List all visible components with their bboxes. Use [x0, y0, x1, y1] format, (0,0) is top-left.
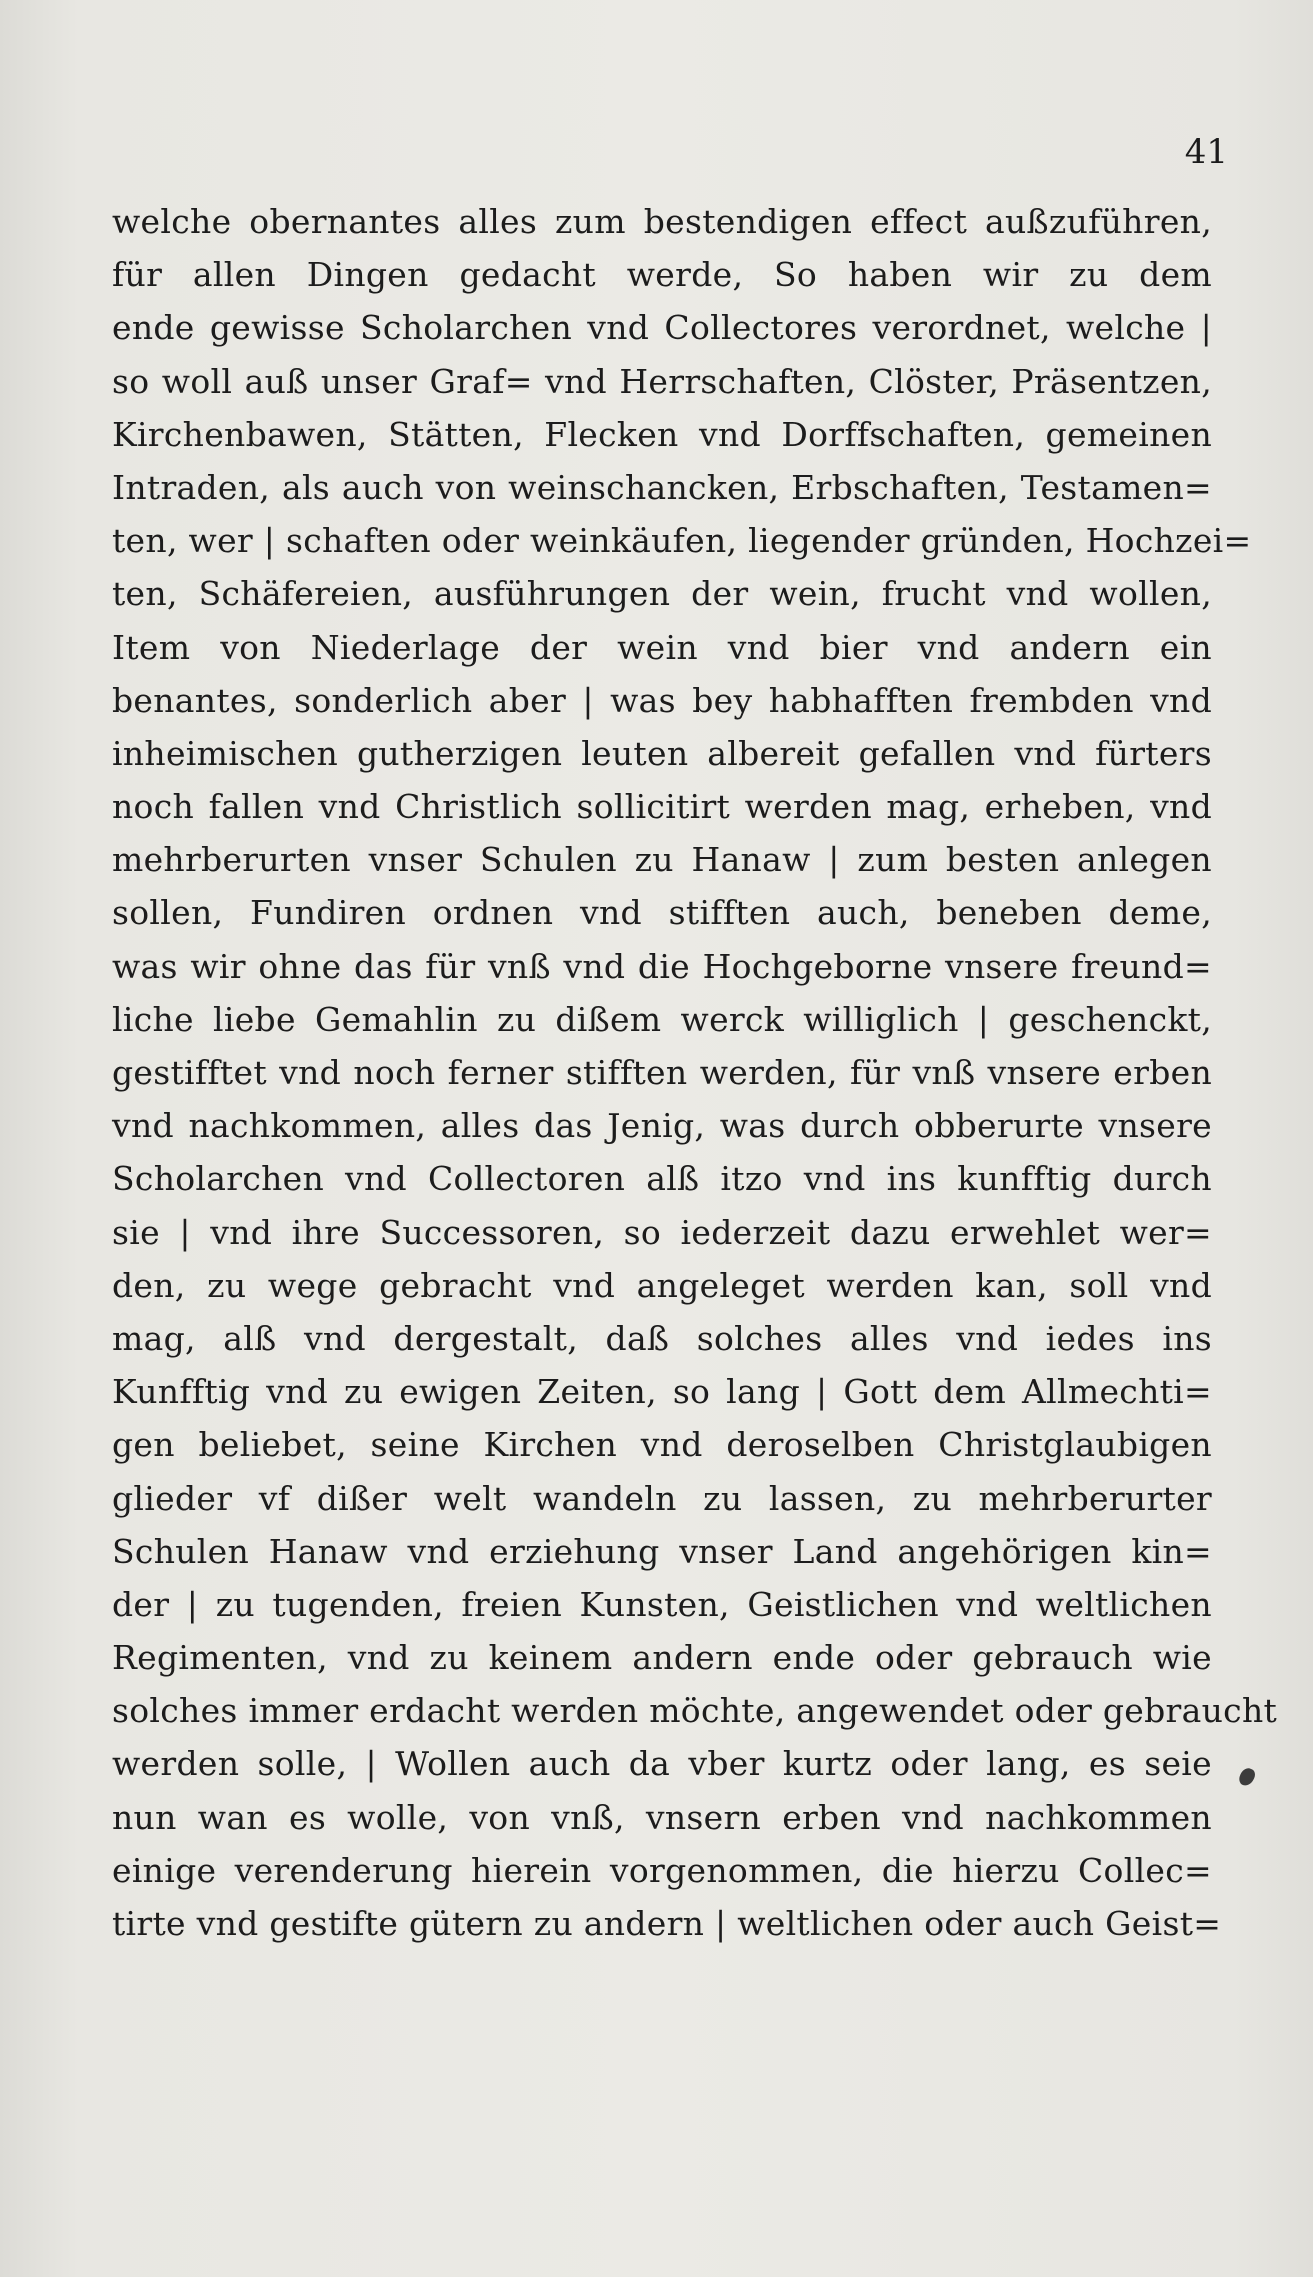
text-line: noch fallen vnd Christlich sollicitirt werden mag, erheben, vnd [112, 787, 1212, 827]
text-line: für allen Dingen gedacht werde, So haben wir zu dem [112, 255, 1212, 295]
text-line: vnd nachkommen, alles das Jenig, was durch obberurte vnsere [112, 1106, 1212, 1146]
text-line: mag, alß vnd dergestalt, daß solches alles vnd iedes ins [112, 1318, 1212, 1358]
text-line: Kirchenbawen, Stätten, Flecken vnd Dorffschaften, gemeinen [112, 414, 1212, 454]
text-line: Item von Niederlage der wein vnd bier vnd andern ein [112, 627, 1212, 667]
text-line: ten, wer | schaften oder weinkäufen, liegender gründen, Hochzei= [112, 521, 1252, 561]
text-line: gestifftet vnd noch ferner stifften werden, für vnß vnsere erben [112, 1053, 1212, 1092]
text-line: nun wan es wolle, von vnß, vnsern erben vnd nachkommen [112, 1797, 1212, 1837]
text-line: der | zu tugenden, freien Kunsten, Geistlichen vnd weltlichen [112, 1584, 1212, 1624]
text-line: einige verenderung hierein vorgenommen, die hierzu Collec= [112, 1850, 1212, 1890]
text-line: welche obernantes alles zum bestendigen effect außzuführen, [112, 202, 1212, 241]
text-line: Regimenten, vnd zu keinem andern ende oder gebrauch wie [112, 1638, 1212, 1678]
text-line: glieder vf dißer welt wandeln zu lassen, zu mehrberurter [112, 1478, 1212, 1518]
text-line: sie | vnd ihre Successoren, so iederzeit dazu erwehlet wer= [112, 1212, 1212, 1252]
text-line: Scholarchen vnd Collectoren alß itzo vnd ins kunfftig durch [112, 1159, 1212, 1199]
text-line: mehrberurten vnser Schulen zu Hanaw | zum besten anlegen [112, 840, 1212, 880]
text-line: werden solle, | Wollen auch da vber kurtz oder lang, es seie [112, 1744, 1212, 1784]
text-line: Schulen Hanaw vnd erziehung vnser Land angehörigen kin= [112, 1531, 1212, 1571]
text-line: was wir ohne das für vnß vnd die Hochgeborne vnsere freund= [112, 946, 1212, 986]
text-line: liche liebe Gemahlin zu dißem werck williglich | geschenckt, [112, 999, 1212, 1039]
text-line: sollen, Fundiren ordnen vnd stifften auch, beneben deme, [112, 893, 1212, 933]
text-line: inheimischen gutherzigen leuten albereit gefallen vnd fürters [112, 733, 1212, 773]
ink-smudge [1237, 1766, 1257, 1788]
body-text [112, 195, 1278, 1950]
page-number: 41 [1184, 132, 1228, 172]
text-line: ten, Schäfereien, ausführungen der wein, frucht vnd wollen, [112, 574, 1212, 614]
text-line: Kunfftig vnd zu ewigen Zeiten, so lang | Gott dem Allmechti= [112, 1372, 1212, 1412]
text-line: gen beliebet, seine Kirchen vnd deroselben Christglaubigen [112, 1425, 1212, 1465]
text-line: solches immer erdacht werden möchte, angewendet oder gebraucht [112, 1691, 1278, 1731]
text-line: Intraden, als auch von weinschancken, Erbschaften, Testamen= [112, 467, 1212, 507]
text-line: so woll auß unser Graf= vnd Herrschaften, Clöster, Präsentzen, [112, 361, 1212, 401]
text-line: den, zu wege gebracht vnd angeleget werden kan, soll vnd [112, 1265, 1212, 1305]
text-line: ende gewisse Scholarchen vnd Collectores verordnet, welche | [112, 308, 1212, 348]
text-line: tirte vnd gestifte gütern zu andern | weltlichen oder auch Geist= [112, 1904, 1222, 1943]
text-line: benantes, sonderlich aber | was bey habhafften frembden vnd [112, 680, 1212, 720]
